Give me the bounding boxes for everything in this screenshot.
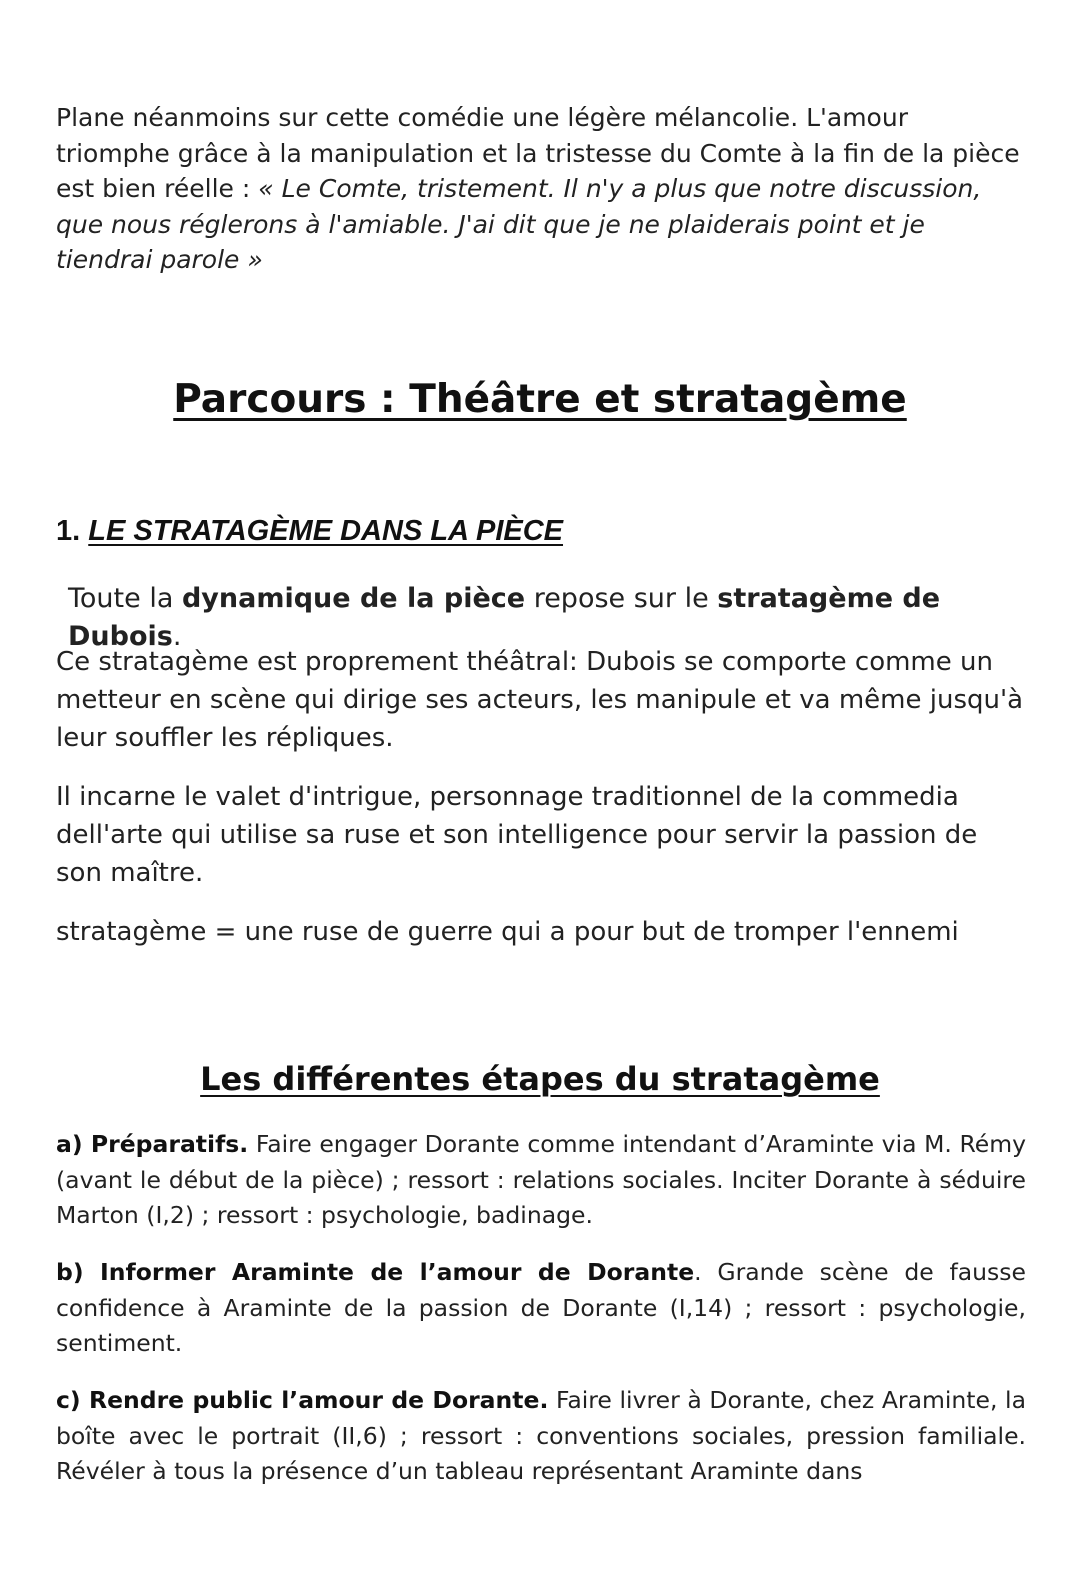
paragraph-valet-intrigue: Il incarne le valet d'intrigue, personnage traditionnel de la commedia dell'arte qui utilise sa ruse et son intelligence pour servir la passion de son maître. [56, 782, 978, 888]
parcours-title: Parcours : Théâtre et stratagème [173, 377, 907, 422]
intro-quote: « Le Comte, tristement. Il n'y a plus que notre discussion, que nous réglerons à l'amiable. J'ai dit que je ne plaiderais point et je tiendrai parole » [56, 174, 982, 274]
lead-part2: repose sur le [525, 583, 718, 614]
lead-part3: . [172, 621, 182, 652]
paragraph-definition: stratagème = une ruse de guerre qui a pour but de tromper l'ennemi [56, 917, 959, 947]
section-number: 1. [56, 515, 81, 547]
step-b-label: b) Informer Araminte de l’amour de Dorante [56, 1258, 695, 1286]
step-a-text: Faire engager Dorante comme intendant d’Araminte via M. Rémy (avant le début de la pièce) ; ressort : relations sociales. Inciter Dorante à séduire Marton (I,2) ; ressort : psychologie, badinage. [56, 1130, 1026, 1229]
intro-text: Plane néanmoins sur cette comédie une légère mélancolie. L'amour triomphe grâce à la manipulation et la tristesse du Comte à la fin de la pièce est bien réelle : [56, 103, 1020, 203]
step-a-label: a) Préparatifs. [56, 1130, 249, 1158]
step-b-text: . Grande scène de fausse confidence à Araminte de la passion de Dorante (I,14) ; ressort : psychologie, sentiment. [56, 1258, 1026, 1357]
lead-bold1: dynamique de la pièce [181, 583, 526, 614]
paragraph-metteur-en-scene: Ce stratagème est proprement théâtral: Dubois se comporte comme un metteur en scène qui dirige ses acteurs, les manipule et va même jusqu'à leur souffler les répliques. [56, 647, 1024, 753]
step-c [56, 1383, 1026, 1490]
step-b [56, 1255, 1026, 1362]
lead-bold2: stratagème de Dubois [68, 583, 941, 652]
intro-paragraph [56, 100, 1026, 278]
etapes-title: Les différentes étapes du stratagème [200, 1060, 880, 1098]
lead-part1: Toute la [68, 583, 182, 614]
step-a [56, 1127, 1026, 1234]
section-title: LE STRATAGÈME DANS LA PIÈCE [88, 515, 564, 547]
step-c-text: Faire livrer à Dorante, chez Araminte, la boîte avec le portrait (II,6) ; ressort : conventions sociales, pression familiale. Révéler à tous la présence d’un tableau représentant Araminte dans [56, 1386, 1026, 1485]
step-c-label: c) Rendre public l’amour de Dorante. [56, 1386, 549, 1414]
section-heading [56, 515, 563, 548]
